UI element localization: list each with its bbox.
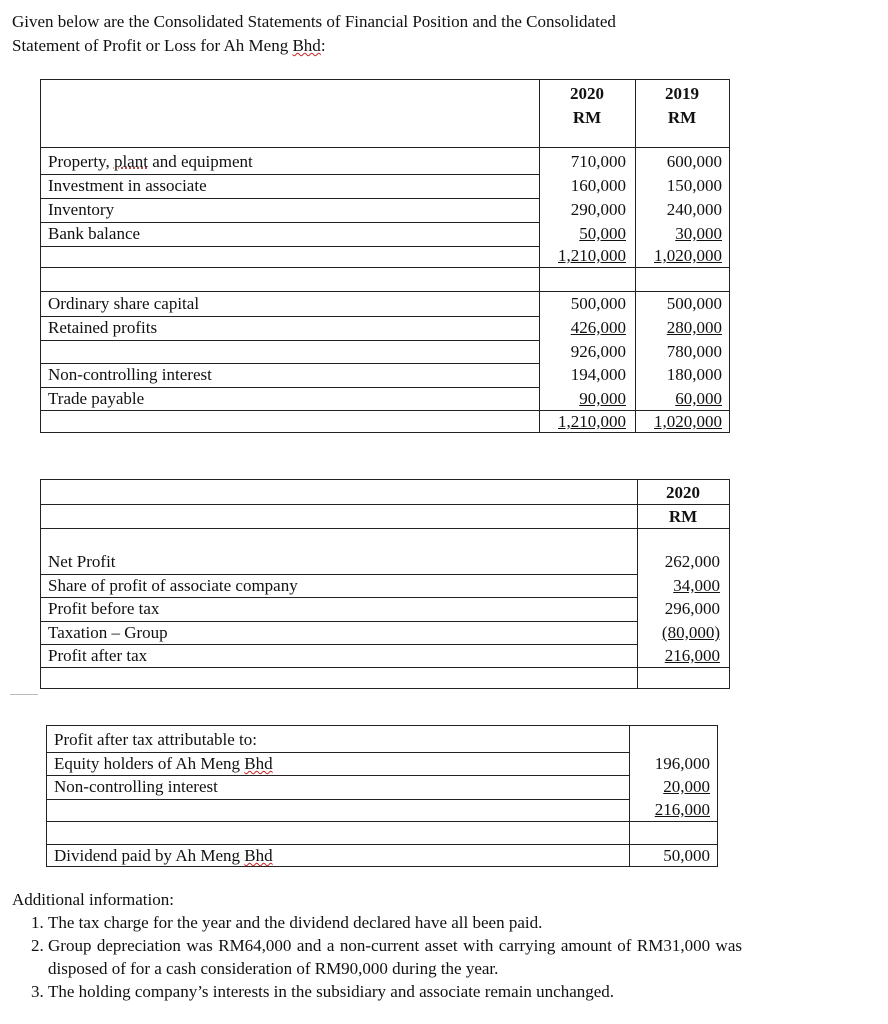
value-total-equity-2019: 1,020,000 xyxy=(654,412,722,431)
intro-colon: : xyxy=(320,36,326,55)
additional-information xyxy=(12,888,742,1003)
label-profit-after-tax: Profit after tax xyxy=(48,646,148,665)
label-ppe-text: Property, xyxy=(48,152,114,171)
row-divider xyxy=(41,597,637,598)
row-divider xyxy=(47,775,629,776)
value-retained-2020: 426,000 xyxy=(570,318,626,337)
col-divider xyxy=(629,726,630,866)
value-dividend-paid: 50,000 xyxy=(663,846,710,865)
currency-2020: RM xyxy=(572,108,602,127)
value-profit-before-tax: 296,000 xyxy=(664,599,720,618)
value-retained-2019: 280,000 xyxy=(666,318,722,337)
value-inventory-2019: 240,000 xyxy=(666,200,722,219)
intro-line-2-text: Statement of Profit or Loss for Ah Meng xyxy=(12,36,293,55)
row-divider xyxy=(47,752,629,753)
value-investment-2019: 150,000 xyxy=(666,176,722,195)
label-equity-holders-bhd: Bhd xyxy=(244,754,273,773)
value-nci-2020: 194,000 xyxy=(570,365,626,384)
value-share-2019: 500,000 xyxy=(666,294,722,313)
currency-header: RM xyxy=(668,507,698,526)
currency-2019: RM xyxy=(667,108,697,127)
value-bank-2019: 30,000 xyxy=(675,224,722,243)
row-divider xyxy=(41,621,637,622)
row-divider xyxy=(41,267,729,268)
col-header-2020: 2020 xyxy=(666,483,700,502)
label-equity-holders xyxy=(54,753,273,775)
row-divider xyxy=(41,174,539,175)
value-total-assets-2019: 1,020,000 xyxy=(654,246,722,265)
financial-position-table xyxy=(40,79,730,433)
value-bank-2020: 50,000 xyxy=(579,224,626,243)
row-divider xyxy=(41,363,539,364)
row-divider xyxy=(47,821,717,822)
value-investment-2020: 160,000 xyxy=(570,176,626,195)
value-ppe-2019: 600,000 xyxy=(666,152,722,171)
additional-item: 1. The tax charge for the year and the dividend declared have all been paid. xyxy=(48,911,742,934)
row-divider xyxy=(41,667,729,668)
value-profit-after-tax: 216,000 xyxy=(664,646,720,665)
value-total-assets-2020: 1,210,000 xyxy=(558,246,626,265)
value-share-associate: 34,000 xyxy=(673,576,720,595)
header-divider-1 xyxy=(41,504,729,505)
label-retained-profits: Retained profits xyxy=(48,318,158,337)
label-bank-balance: Bank balance xyxy=(48,224,141,243)
label-ppe-rest: and equipment xyxy=(147,152,253,171)
value-share-2020: 500,000 xyxy=(570,294,626,313)
col-divider-1 xyxy=(539,80,540,432)
intro-company-suffix: Bhd xyxy=(292,36,321,55)
label-net-profit: Net Profit xyxy=(48,552,116,571)
additional-heading: Additional information: xyxy=(12,890,174,909)
value-taxation: (80,000) xyxy=(661,623,720,642)
profit-loss-table xyxy=(40,479,730,689)
label-equity-holders-text: Equity holders of Ah Meng xyxy=(54,754,245,773)
additional-item: 2. Group depreciation was RM64,000 and a non-current asset with carrying amount of RM31,000 was disposed of for a cash consideration of RM90,000 during the year. xyxy=(48,934,742,980)
intro-line-2 xyxy=(12,34,742,58)
label-attributable-heading: Profit after tax attributable to: xyxy=(54,730,257,749)
value-equity-holders: 196,000 xyxy=(654,754,710,773)
row-divider xyxy=(41,644,637,645)
value-trade-2019: 60,000 xyxy=(675,389,722,408)
value-inventory-2020: 290,000 xyxy=(570,200,626,219)
row-divider xyxy=(41,574,637,575)
row-divider xyxy=(41,316,539,317)
label-profit-before-tax: Profit before tax xyxy=(48,599,160,618)
label-share-capital: Ordinary share capital xyxy=(48,294,200,313)
attribution-table xyxy=(46,725,718,867)
col-divider-2 xyxy=(635,80,636,432)
label-nci: Non-controlling interest xyxy=(48,365,212,384)
row-divider xyxy=(41,291,729,292)
value-trade-2020: 90,000 xyxy=(579,389,626,408)
label-trade-payable: Trade payable xyxy=(48,389,145,408)
row-divider xyxy=(47,799,629,800)
additional-list xyxy=(12,911,742,1003)
value-attributable-total: 216,000 xyxy=(654,800,710,819)
stray-line xyxy=(10,694,38,695)
row-divider xyxy=(41,340,539,341)
label-nci: Non-controlling interest xyxy=(54,777,218,796)
label-dividend-paid xyxy=(54,845,273,867)
col-header-2020: 2020 xyxy=(570,84,604,103)
value-subtotal-2020: 926,000 xyxy=(570,342,626,361)
label-dividend-text: Dividend paid by Ah Meng xyxy=(54,846,245,865)
label-share-associate: Share of profit of associate company xyxy=(48,576,298,595)
header-divider-2 xyxy=(41,528,729,529)
label-ppe xyxy=(48,151,253,173)
label-investment-associate: Investment in associate xyxy=(48,176,207,195)
label-inventory: Inventory xyxy=(48,200,115,219)
row-divider xyxy=(41,246,539,247)
additional-item: 3. The holding company’s interests in the subsidiary and associate remain unchanged. xyxy=(48,980,742,1003)
header-divider xyxy=(41,147,729,148)
intro-paragraph xyxy=(12,10,742,58)
col-header-2019: 2019 xyxy=(665,84,699,103)
row-divider xyxy=(41,198,539,199)
row-divider xyxy=(41,222,539,223)
value-nci-2019: 180,000 xyxy=(666,365,722,384)
value-subtotal-2019: 780,000 xyxy=(666,342,722,361)
row-divider xyxy=(41,387,539,388)
label-dividend-bhd: Bhd xyxy=(244,846,273,865)
intro-line-1: Given below are the Consolidated Statements of Financial Position and the Consolidated xyxy=(12,12,616,31)
value-nci: 20,000 xyxy=(663,777,710,796)
value-total-equity-2020: 1,210,000 xyxy=(558,412,626,431)
value-net-profit: 262,000 xyxy=(664,552,720,571)
value-ppe-2020: 710,000 xyxy=(570,152,626,171)
label-taxation: Taxation – Group xyxy=(48,623,168,642)
label-ppe-plant: plant xyxy=(113,152,148,171)
